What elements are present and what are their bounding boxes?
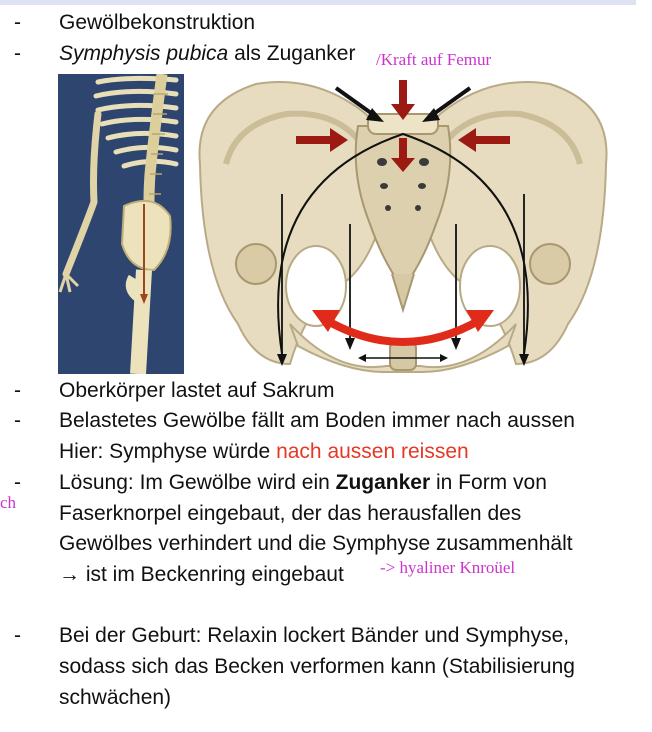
bullet-5: -	[14, 471, 21, 494]
bullet-6: -	[14, 624, 21, 647]
line-hier-symphyse	[59, 439, 469, 465]
symphysis-pubica-term: Symphysis pubica	[59, 42, 229, 65]
line-gewoelbekonstruktion: Gewölbekonstruktion	[59, 11, 256, 34]
line-gewoelbes: Gewölbes verhindert und die Symphyse zusammenhält	[59, 532, 573, 555]
line-sodass: sodass sich das Becken verformen kann (Stabilisierung	[59, 655, 575, 678]
handwritten-note-kraft: /Kraft auf Femur	[376, 50, 492, 69]
bullet-4: -	[14, 409, 21, 432]
line-6-start: Lösung: Im Gewölbe wird ein	[59, 471, 336, 494]
line-5-start: Hier: Symphyse würde	[59, 440, 277, 463]
margin-note-fragment: ch	[0, 493, 17, 512]
line-oberkoerper: Oberkörper lastet auf Sakrum	[59, 379, 335, 402]
line-belastetes-gewoelbe: Belastetes Gewölbe fällt am Boden immer nach aussen	[59, 409, 575, 432]
line-2-rest: als Zuganker	[228, 42, 356, 65]
arrow-icon: →	[59, 563, 80, 586]
skeleton-side-view-image	[58, 74, 184, 374]
top-divider	[0, 0, 636, 5]
line-symphysis-pubica	[59, 41, 355, 67]
bullet-1: -	[14, 11, 21, 34]
handwritten-note-hyalin: -> hyaliner Knroüel	[380, 558, 516, 577]
line-faserknorpel: Faserknorpel eingebaut, der das herausfallen des	[59, 502, 522, 525]
bullet-2: -	[14, 42, 21, 65]
line-geburt: Bei der Geburt: Relaxin lockert Bänder und Symphyse,	[59, 624, 570, 647]
bullet-3: -	[14, 379, 21, 402]
line-6-end: in Form von	[430, 471, 547, 494]
pelvis-front-view-image	[186, 74, 620, 374]
red-phrase: nach aussen reissen	[276, 440, 469, 463]
line-beckenring	[59, 562, 344, 588]
line-9-text: ist im Beckenring eingebaut	[80, 563, 344, 586]
line-loesung	[59, 470, 547, 496]
line-schwaechen: schwächen)	[59, 686, 172, 709]
zuganker-term: Zuganker	[335, 471, 431, 494]
